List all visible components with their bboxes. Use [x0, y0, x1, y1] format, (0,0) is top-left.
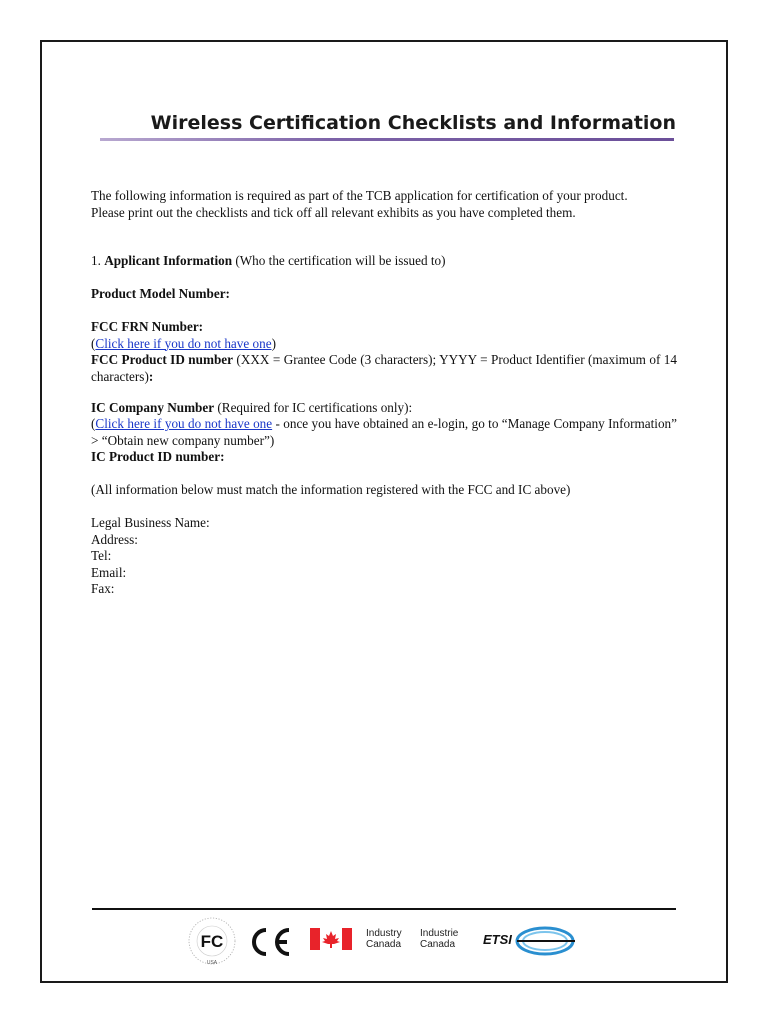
fcc-product-id-block [91, 352, 677, 385]
page-title: Wireless Certification Checklists and Information [150, 112, 676, 134]
section-1-heading [91, 253, 677, 270]
industry-fr-line1: Industrie [420, 928, 459, 939]
ic-company-heading [91, 400, 677, 417]
etsi-letters: ETSI [483, 932, 512, 947]
intro-paragraph [91, 188, 677, 221]
product-model-field [91, 286, 677, 303]
footer-divider [92, 908, 676, 910]
ic-company-link-line [91, 416, 677, 449]
fcc-usa: USA [206, 960, 218, 966]
fax-label: Fax: [91, 581, 115, 596]
footer-logos [187, 914, 587, 974]
fcc-product-id-label: FCC Product ID number [91, 352, 233, 367]
industry-canada-en [366, 928, 402, 950]
email-label: Email: [91, 564, 127, 580]
industrie-canada-fr [420, 928, 458, 950]
etsi-logo [483, 924, 583, 958]
ce-mark [247, 926, 293, 958]
document-page [40, 40, 728, 983]
industry-fr-line2: Canada [420, 939, 456, 950]
fcc-frn-block [91, 319, 677, 352]
ic-product-id-label: IC Product ID number: [91, 449, 225, 464]
intro-line-2: Please print out the checklists and tick off all relevant exhibits as you have completed them. [91, 204, 576, 220]
address-label: Address: [91, 531, 138, 547]
fcc-product-id-desc: (XXX = Grantee Code (3 characters); YYYY = Product Identifier (maximum of 14 characters) [91, 352, 677, 384]
intro-line-1: The following information is required as part of the TCB application for certification of your product. [91, 188, 628, 203]
title-underline [100, 138, 674, 141]
ic-company-link[interactable]: Click here if you do not have one [95, 416, 273, 431]
ic-company-note: (Required for IC certifications only): [214, 400, 413, 415]
paren-close: ) [271, 335, 276, 351]
industry-en-line1: Industry [366, 928, 402, 939]
fcc-frn-link[interactable]: Click here if you do not have one [95, 335, 272, 351]
ic-product-id-field [91, 449, 677, 466]
paren-open: ( [91, 335, 96, 351]
contact-fields [91, 515, 677, 598]
fcc-letters: FC [200, 932, 224, 951]
fcc-frn-label: FCC FRN Number: [91, 319, 204, 334]
tel-label: Tel: [91, 548, 112, 563]
fcc-product-id-colon: : [148, 368, 154, 384]
match-note: (All information below must match the information registered with the FCC and IC above) [91, 482, 571, 497]
product-model-label: Product Model Number: [91, 286, 230, 301]
ic-company-label: IC Company Number [91, 400, 215, 415]
section-title: Applicant Information [104, 253, 233, 268]
legal-business-name-label: Legal Business Name: [91, 515, 210, 530]
fcc-logo [187, 916, 237, 966]
industry-en-line2: Canada [366, 939, 402, 950]
ic-company-instructions: - once you have obtained an e-login, go to “Manage Company Information” > “Obtain new company number”) [91, 416, 677, 448]
section-number: 1. [91, 253, 101, 268]
section-note: (Who the certification will be issued to) [235, 253, 446, 268]
canada-flag-icon [310, 928, 352, 950]
paren-open-2: ( [91, 416, 96, 431]
